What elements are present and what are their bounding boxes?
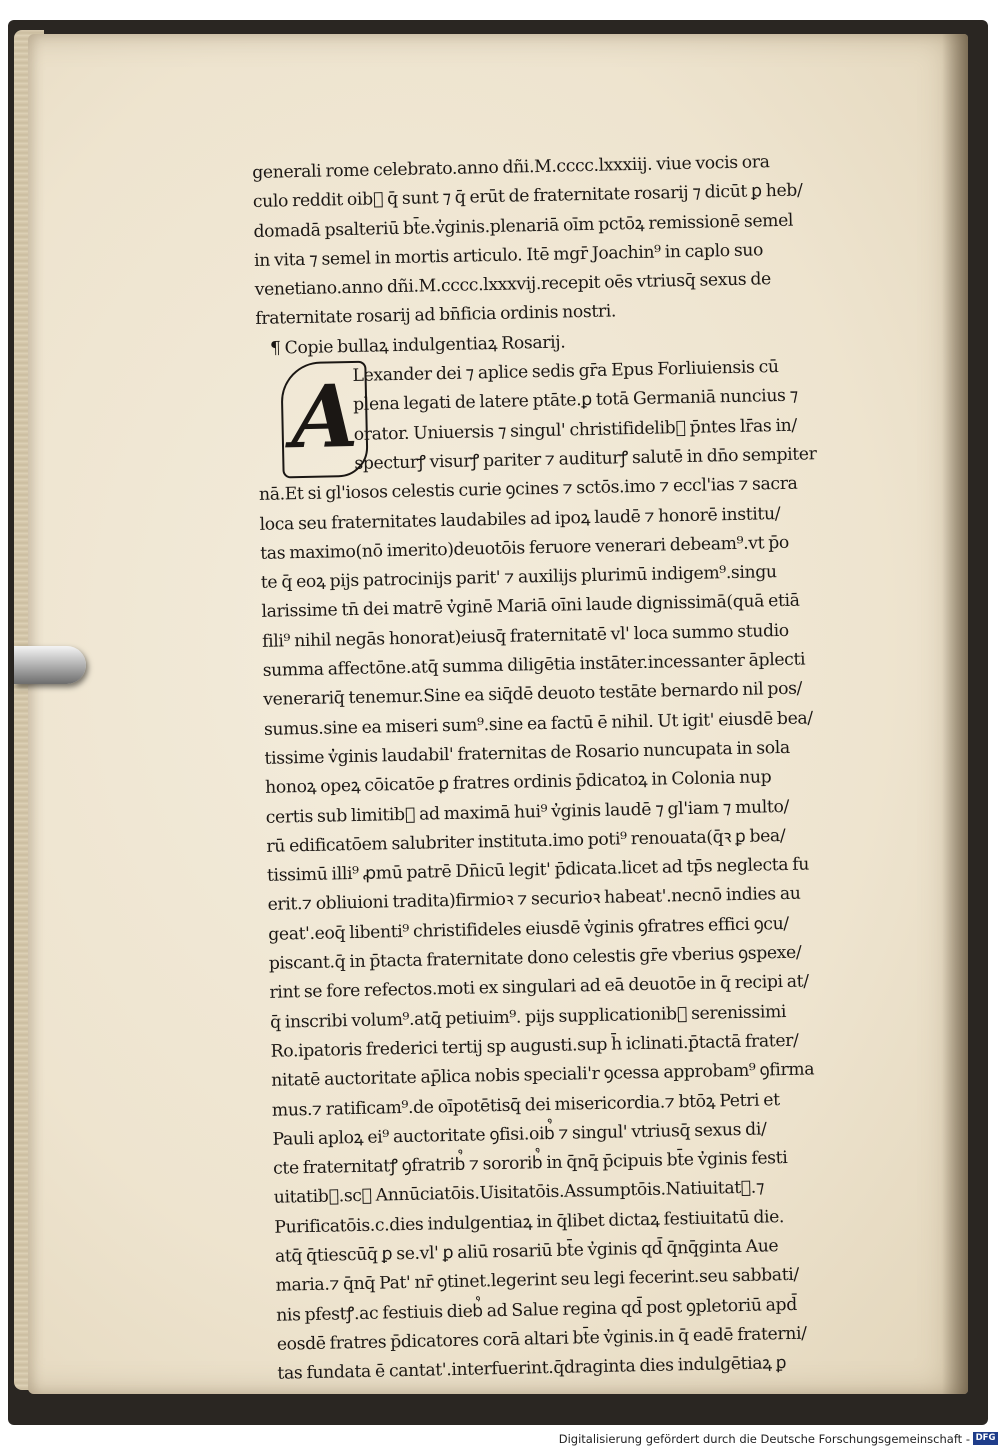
text-line: piscant.q̄ in p̄tacta fraternitate dono celestis gr̄e vberius ꝯspexe/ <box>268 942 802 974</box>
text-line: summa affectōne.atq̄ summa diligētia instāter.incessanter āplecti <box>262 649 806 681</box>
page-clip <box>14 646 86 684</box>
text-line: larissime tn̄ dei matrē v̓ginē Mariā oīni laude dignissimā(quā etiā <box>261 591 800 623</box>
text-line: atq̄ q̄tiescūq̄ ꝑ se.vl' ꝑ aliū rosariū bt̄e v̓ginis qd̄ q̄nq̄ginta Aue <box>274 1236 779 1267</box>
text-line: nis pfestꝭ.ac festiuis dieb᷒ ad Salue regina qd̄ post ꝯpletoriū apd̄ <box>276 1294 798 1326</box>
text-line: rint se fore refectos.moti ex singulari ad eā deuotōe in q̄ recipi at/ <box>269 971 809 1004</box>
text-line: rū edificatōem salubriter instituta.imo poti⁹ renouata(q̄ꝛ ꝑ bea/ <box>266 825 786 857</box>
text-line: fraternitate rosarij ad bn̄ficia ordinis nostri. <box>255 301 617 330</box>
text-line: tissimū illi⁹ ꝓmū patrē Dn̄icū legit' p̄dicata.licet ad tp̄s neglecta fu <box>266 854 810 886</box>
text-line: nitatē auctoritate ap̄lica nobis speciali'r ꝯcessa approbam⁹ ꝯfirma <box>271 1059 815 1091</box>
text-line: uitatib᷒.scꝫ Annūciatōis.Uisitatōis.Assumptōis.Natiuitatꝭ.⁊ <box>273 1177 765 1209</box>
dfg-logo: DFG <box>973 1432 998 1445</box>
text-line: cte fraternitatꝭ ꝯfratrib᷒ ⁊ sororib᷒ in q̄nq̄ p̄cipuis bt̄e v̓ginis festi <box>272 1148 788 1179</box>
text-line: tas maximo(nō imerito)deuotōis feruore venerari debeam⁹.vt p̄o <box>260 532 790 564</box>
text-line: fili⁹ nihil negās honorat)eiusq̄ fraternitatē vl' loca summo studio <box>261 620 790 652</box>
text-line: domadā psalteriū bt̄e.v̓ginis.plenariā oīm pctōꝝ remissionē semel <box>253 210 794 242</box>
text-line: Lexander dei ⁊ aplice sedis gr̄a Epus Forliuiensis cū <box>352 357 779 387</box>
text-line: loca seu fraternitates laudabiles ad ipoꝝ laudē ⁊ honorē institu/ <box>259 503 781 535</box>
text-line: mus.⁊ ratificam⁹.de oīpotētisq̄ dei misericordia.⁊ btōꝝ Petri et <box>271 1089 780 1121</box>
text-line: erit.⁊ obliuioni tradita)firmioꝛ ⁊ securioꝛ habeat'.necnō indies au <box>267 884 801 916</box>
text-line: orator. Uniuersis ⁊ singul' christifidelib᷒ p̄ntes lr̄as in/ <box>353 415 798 445</box>
text-line: maria.⁊ q̄nq̄ Pat' nr̄ ꝯtinet.legerint seu legi fecerint.seu sabbati/ <box>275 1265 800 1297</box>
text-line: certis sub limitib᷒ ad maximā hui⁹ v̓ginis laudē ⁊ gl'iam ⁊ multo/ <box>265 796 790 828</box>
text-line: generali rome celebrato.anno dñi.M.cccc.lxxxiij. viue vocis ora <box>252 152 770 183</box>
text-line: q̄ inscribi volum⁹.atq̄ petiuim⁹. pijs supplicationib᷒ serenissimi <box>269 1001 787 1033</box>
text-line: plena legati de latere ptāte.ꝑ totā Germaniā nuncius ⁊ <box>352 385 799 416</box>
text-line: Ro.ipatoris frederici tertij sp augusti.sup h̄ iclinati.p̄tactā frater/ <box>270 1030 799 1062</box>
text-line: in vita ⁊ semel in mortis articulo. Itē mgr̄ Joachin⁹ in caplo suo <box>253 240 764 271</box>
text-line: te q̄ eoꝝ pijs patrocinijs parit' ⁊ auxilijs plurimū indigem⁹.singu <box>260 562 777 594</box>
funding-notice: Digitalisierung gefördert durch die Deutsche Forschungsgemeinschaft - <box>558 1432 970 1446</box>
book-page <box>28 34 968 1394</box>
text-line: Purificatōis.c.dies indulgentiaꝝ in q̄libet dictaꝝ festiuitatū die. <box>274 1206 785 1238</box>
text-line: Pauli aploꝝ ei⁹ auctoritate ꝯfisi.oib᷒ ⁊ singul' vtriusq̄ sexus di/ <box>272 1119 767 1150</box>
text-line: eosdē fratres p̄dicatores corā altari bt̄e v̓ginis.in q̄ eadē fraterni/ <box>276 1323 807 1355</box>
text-line: nā.Et si gl'iosos celestis curie ꝯcines ⁊ sctōs.imo ⁊ eccl'ias ⁊ sacra <box>258 473 798 506</box>
text-line: honoꝝ opeꝝ cōicatōe ꝑ fratres ordinis p̄dicatoꝝ in Colonia nup <box>264 767 772 799</box>
text-line: tas fundata ē cantat'.interfuerint.q̄draginta dies indulgētiaꝝ ꝑ <box>277 1353 787 1384</box>
section-heading: ¶ Copie bullaꝝ indulgentiaꝝ Rosarij. <box>269 332 566 359</box>
text-line: tissime v̓ginis laudabil' fraternitas de Rosario nuncupata in sola <box>264 737 791 769</box>
decorated-initial: A <box>280 361 368 479</box>
text-line: specturꝭ visurꝭ pariter ⁊ auditurꝭ salutē in dn̄o sempiter <box>354 444 817 474</box>
text-line: geat'.eoq̄ libenti⁹ christifideles eiusdē v̓ginis ꝯfratres effici ꝯcu/ <box>268 913 789 945</box>
text-line: sumus.sine ea miseri sum⁹.sine ea factū ē nihil. Ut igit' eiusdē bea/ <box>263 708 813 740</box>
page-text-block <box>252 145 968 1390</box>
text-line: venerariq̄ tenemur.Sine ea siq̄dē deuoto testāte bernardo nil pos/ <box>263 678 803 711</box>
text-line: venetiano.anno dñi.M.cccc.lxxxvij.recepit oēs vtriusq̄ sexus de <box>254 269 772 301</box>
footer-bar <box>0 1430 1000 1449</box>
text-line: culo reddit oib᷒ q̄ sunt ⁊ q̄ erūt de fraternitate rosarij ⁊ dicūt ꝑ heb/ <box>252 180 803 213</box>
